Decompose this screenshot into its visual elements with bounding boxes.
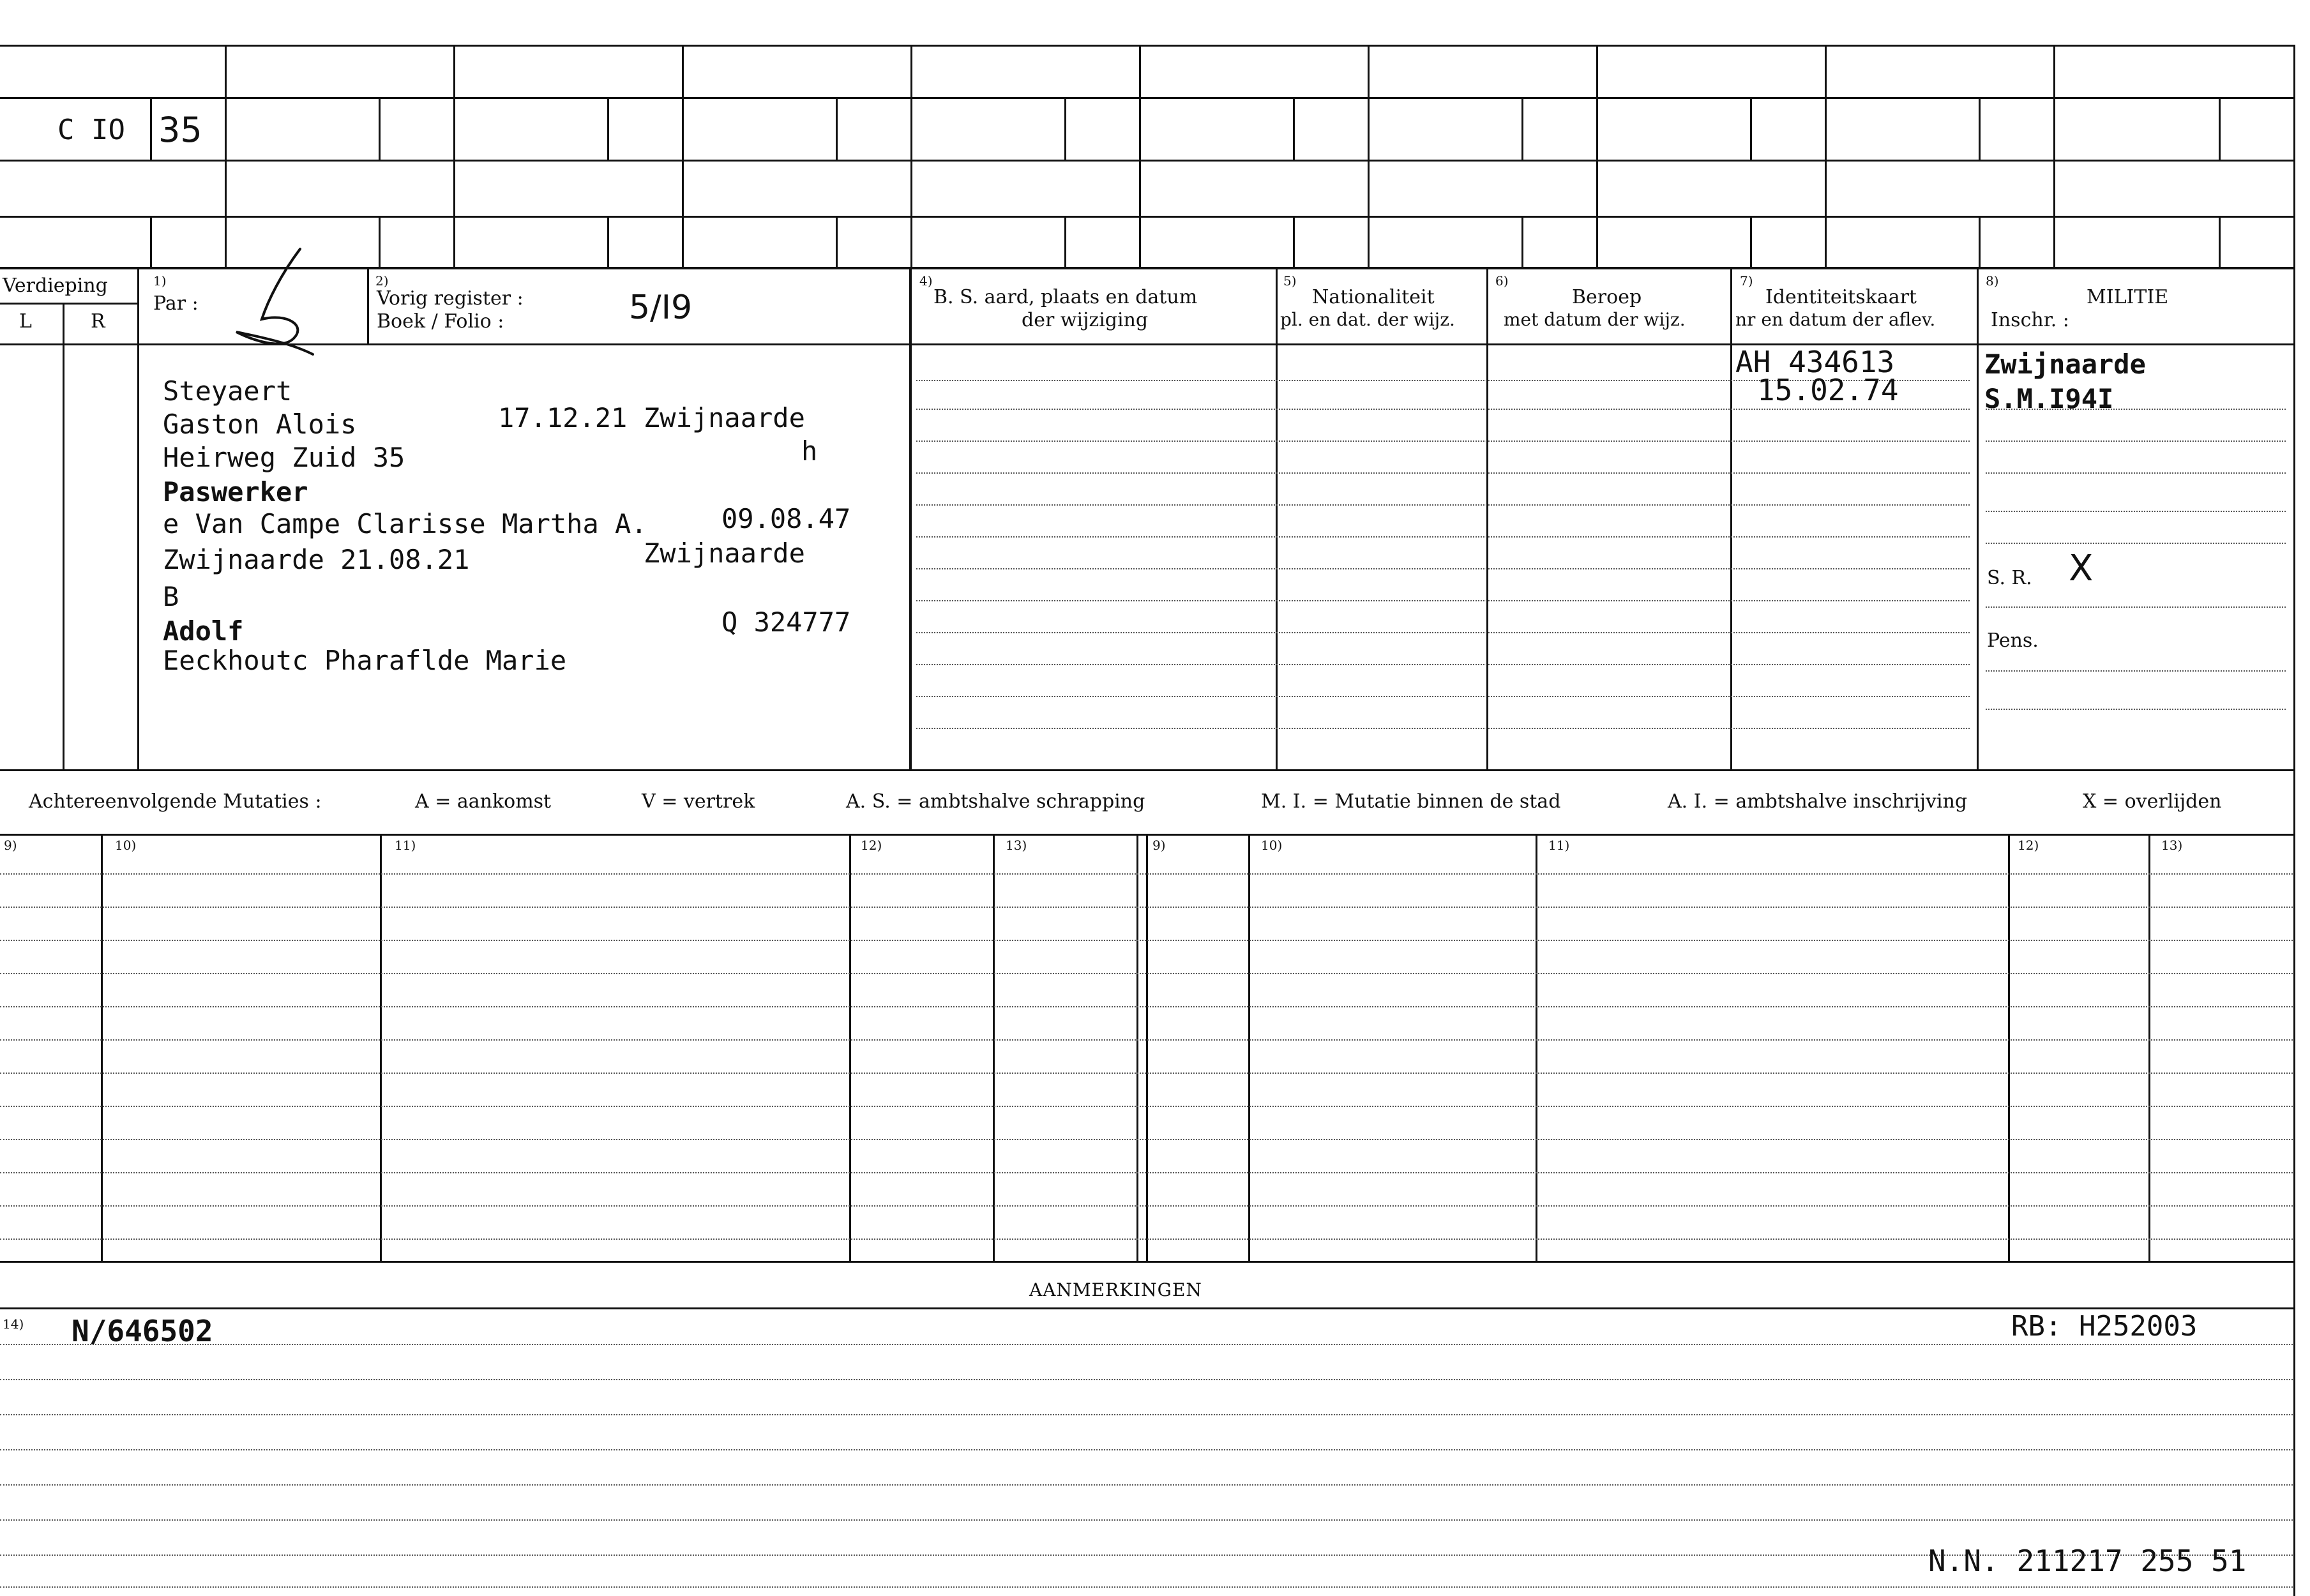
ber-line1: Beroep xyxy=(1572,286,1642,308)
spouse-birth: Zwijnaarde 21.08.21 xyxy=(163,544,470,575)
bs-line2: der wijziging xyxy=(1022,309,1149,331)
spouse-birth-place: Zwijnaarde xyxy=(644,538,805,569)
bs-num: 4) xyxy=(919,273,933,289)
bs-line1: B. S. aard, plaats en datum xyxy=(933,286,1198,308)
col-10-right: 10) xyxy=(1261,838,1283,853)
inschr-label: Inschr. : xyxy=(1991,309,2069,331)
col-11-right: 11) xyxy=(1548,838,1570,853)
top-code-left: C IO xyxy=(57,114,125,146)
id-line2: nr en datum der aflev. xyxy=(1735,309,1936,330)
par-label: Par : xyxy=(153,292,199,315)
col-10-left: 10) xyxy=(115,838,137,853)
col-12-left: 12) xyxy=(861,838,882,853)
ber-line2: met datum der wijz. xyxy=(1504,309,1686,330)
mother: Eeckhoutc Pharaflde Marie xyxy=(163,645,567,676)
mutation-x: X = overlijden xyxy=(2083,790,2222,813)
mutation-a: A = aankomst xyxy=(415,790,552,813)
col-9-right: 9) xyxy=(1152,838,1166,853)
col-13-left: 13) xyxy=(1006,838,1027,853)
id-num: 7) xyxy=(1740,273,1753,289)
marriage-date: 09.08.47 xyxy=(721,503,851,534)
letter: B xyxy=(163,581,179,612)
remarks-nn: N.N. 211217 255 51 xyxy=(1928,1544,2247,1578)
mil-num: 8) xyxy=(1986,273,1999,289)
remarks-nr: N/646502 xyxy=(72,1314,213,1348)
birth-date: 17.12.21 xyxy=(498,402,628,433)
mutation-mi: M. I. = Mutatie binnen de stad xyxy=(1261,790,1561,813)
surname: Steyaert xyxy=(163,375,292,407)
pens-label: Pens. xyxy=(1987,629,2039,652)
vorig-label: Vorig register : xyxy=(377,287,524,310)
nat-line1: Nationaliteit xyxy=(1312,286,1435,308)
father-code: Q 324777 xyxy=(721,606,851,638)
par-num: 1) xyxy=(153,273,167,289)
mutation-v: V = vertrek xyxy=(642,790,755,813)
boek-value: 5/I9 xyxy=(629,289,693,327)
col-12-right: 12) xyxy=(2018,838,2039,853)
col-l-label: L xyxy=(19,310,32,333)
sr-value: X xyxy=(2069,548,2094,589)
birth-place: Zwijnaarde xyxy=(644,402,805,433)
mutation-ai: A. I. = ambtshalve inschrijving xyxy=(1668,790,1968,813)
militia-place: Zwijnaarde xyxy=(1984,349,2146,380)
nat-num: 5) xyxy=(1283,273,1297,289)
ber-num: 6) xyxy=(1495,273,1509,289)
id-line1: Identiteitskaart xyxy=(1765,286,1917,308)
mutation-as: A. S. = ambtshalve schrapping xyxy=(846,790,1145,813)
address-mark: h xyxy=(801,435,818,467)
par-signature xyxy=(211,243,364,358)
nat-line2: pl. en dat. der wijz. xyxy=(1280,309,1455,330)
id-number: AH 434613 xyxy=(1735,345,1895,379)
given-names: Gaston Alois xyxy=(163,409,357,440)
mil-label: MILITIE xyxy=(2087,286,2169,308)
mutations-label: Achtereenvolgende Mutaties : xyxy=(29,790,322,813)
remarks-num: 14) xyxy=(3,1316,24,1332)
vorig-num: 2) xyxy=(375,273,389,289)
spouse: e Van Campe Clarisse Martha A. xyxy=(163,508,647,539)
col-11-left: 11) xyxy=(395,838,416,853)
verdieping-label: Verdieping xyxy=(3,275,108,297)
col-r-label: R xyxy=(91,310,105,333)
father: Adolf xyxy=(163,615,244,647)
col-13-right: 13) xyxy=(2161,838,2183,853)
remarks-rb: RB: H252003 xyxy=(2011,1310,2198,1343)
occupation: Paswerker xyxy=(163,476,308,508)
militia-code: S.M.I94I xyxy=(1984,383,2114,414)
sr-label: S. R. xyxy=(1987,567,2032,589)
col-9-left: 9) xyxy=(4,838,17,853)
id-date: 15.02.74 xyxy=(1757,373,1899,407)
top-code-right: 35 xyxy=(158,110,202,150)
boek-label: Boek / Folio : xyxy=(377,310,504,333)
address: Heirweg Zuid 35 xyxy=(163,442,405,473)
remarks-title: AANMERKINGEN xyxy=(1029,1279,1202,1300)
